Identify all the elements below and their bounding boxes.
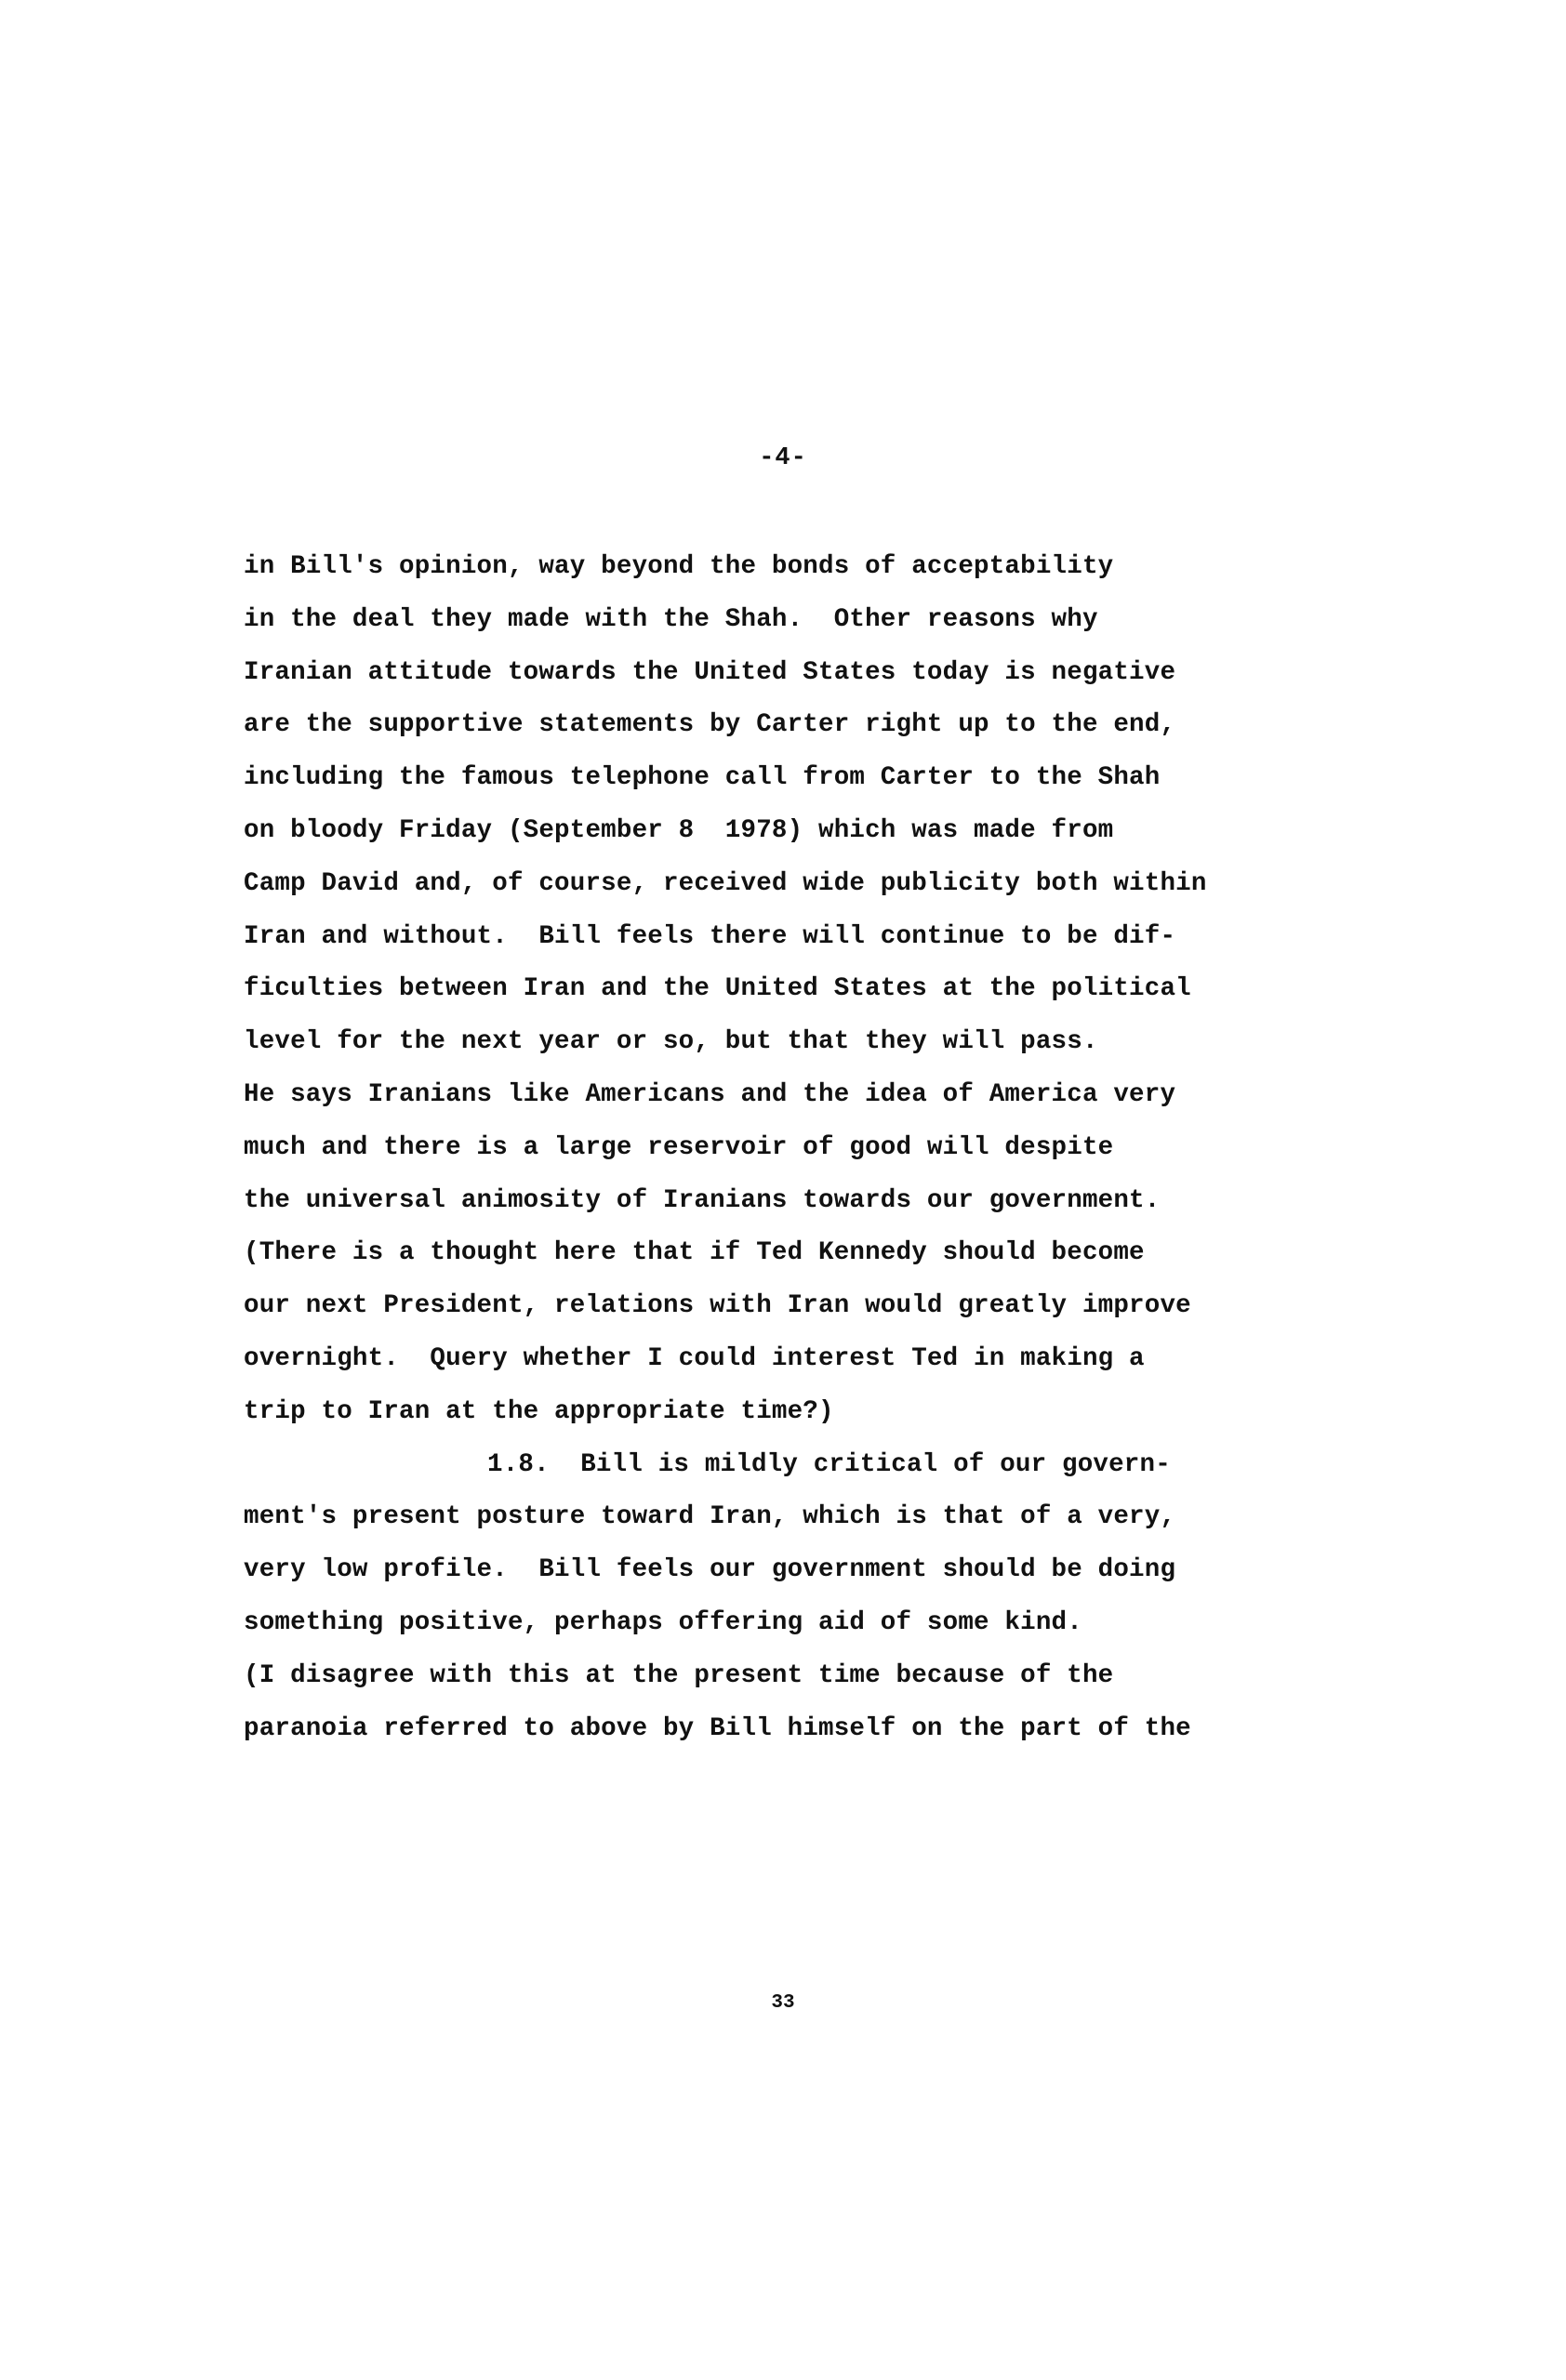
text-line: Iranian attitude towards the United States today is negative xyxy=(244,657,1176,687)
text-line: paranoia referred to above by Bill himself on the part of the xyxy=(244,1713,1191,1743)
text-line: including the famous telephone call from Carter to the Shah xyxy=(244,763,1161,793)
text-line: (I disagree with this at the present time because of the xyxy=(244,1660,1114,1690)
text-line: Camp David and, of course, received wide publicity both within xyxy=(244,868,1207,898)
text-line: in the deal they made with the Shah. Other reasons why xyxy=(244,604,1098,634)
text-line: ficulties between Iran and the United States at the political xyxy=(244,974,1191,1004)
body-text xyxy=(244,547,1322,1761)
text-line: much and there is a large reservoir of good will despite xyxy=(244,1132,1114,1162)
page-number: 33 xyxy=(771,1992,795,2014)
text-line: ment's present posture toward Iran, which is that of a very, xyxy=(244,1502,1176,1532)
page-header: -4- xyxy=(759,444,807,472)
text-line: in Bill's opinion, way beyond the bonds of acceptability xyxy=(244,552,1114,581)
text-line: level for the next year or so, but that they will pass. xyxy=(244,1027,1098,1057)
text-line-indented: 1.8. Bill is mildly critical of our govern- xyxy=(487,1449,1171,1479)
text-line: the universal animosity of Iranians towards our government. xyxy=(244,1185,1161,1215)
text-line: overnight. Query whether I could interest Ted in making a xyxy=(244,1343,1145,1373)
text-line: very low profile. Bill feels our government should be doing xyxy=(244,1555,1176,1585)
text-line: Iran and without. Bill feels there will continue to be dif- xyxy=(244,921,1176,951)
text-line: trip to Iran at the appropriate time?) xyxy=(244,1396,834,1426)
text-line: (There is a thought here that if Ted Kennedy should become xyxy=(244,1238,1145,1268)
text-line: are the supportive statements by Carter right up to the end, xyxy=(244,710,1176,740)
text-line: He says Iranians like Americans and the idea of America very xyxy=(244,1079,1176,1109)
text-line: something positive, perhaps offering aid of some kind. xyxy=(244,1607,1082,1637)
text-line: our next President, relations with Iran would greatly improve xyxy=(244,1291,1191,1321)
text-line: on bloody Friday (September 8 1978) which was made from xyxy=(244,815,1114,845)
